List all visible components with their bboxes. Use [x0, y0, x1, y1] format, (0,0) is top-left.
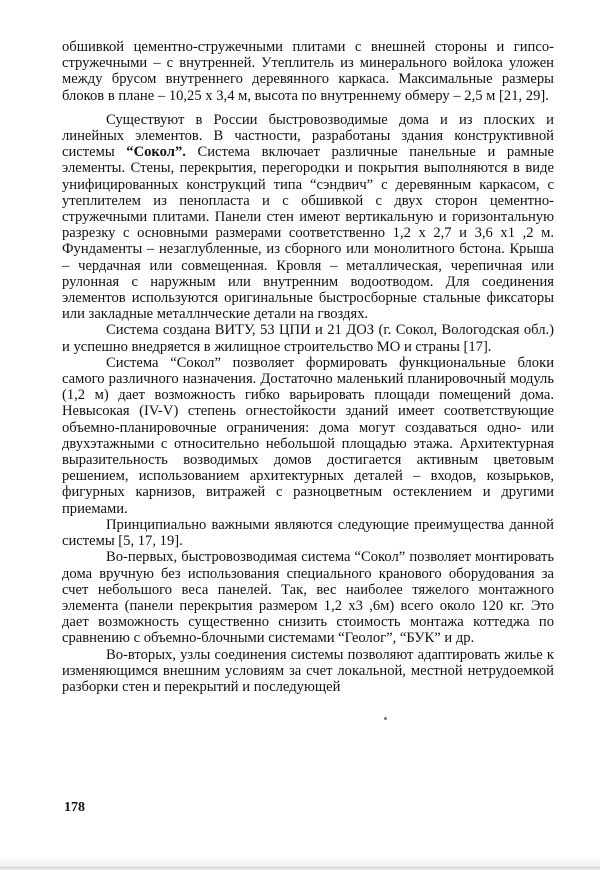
- paragraph-5: Принципиально важными являются следующие преимущества данной системы [5, 17, 19].: [62, 516, 554, 550]
- paragraph-6: Во-первых, быстровозводимая система “Сокол” позволяет монтировать дома вручную без использования специального кранового оборудования за счет небольшого веса панелей. Так, вес наиболее тяжелого монтажного элемента (панели перекрытия размером 1,2 х3 ,6м) всего около 120 кг. Это дает возможность существенно снизить стоимость монтажа коттеджа по сравнению с объемно-блочными системами “Геолог”, “БУК” и др.: [62, 549, 554, 647]
- paragraph-gap: [62, 104, 554, 112]
- body-text: [62, 39, 554, 695]
- paragraph-3: Система создана ВИТУ, 53 ЦПИ и 21 ДОЗ (г. Сокол, Вологодская обл.) и успешно внедряется в жилищное строительство МО и страны [17].: [62, 322, 554, 355]
- system-name-sokol: “Сокол”.: [126, 144, 186, 161]
- paragraph-2-text-before: Существуют в России быстровозводимые дома и из плоских и линейных элементов. В частности, разработаны здания конструктивной системы: [62, 111, 554, 161]
- paragraph-1: обшивкой цементно-стружечными плитами с внешней стороны и гипсо-стружечными – с внутренней. Утеплитель из минерального войлока уложен между брусом внутреннего деревянного каркаса. Максимальные размеры блоков в плане – 10,25 х 3,4 м, высота по внутреннему обмеру – 2,5 м [21, 29].: [62, 39, 554, 104]
- paragraph-2: [62, 112, 554, 323]
- paragraph-4: Система “Сокол” позволяет формировать функциональные блоки самого различного назначения. Достаточно маленький планировочный модуль (1,2 м) дает возможность гибко варьировать площади помещений дома. Невысокая (IV-V) степень огнестойкости зданий имеет соответствующие объемно-планировочные ограничения: дома могут создаваться одно- или двухэтажными с относительно небольшой площадью этажа. Архитектурная выразительность возводимых домов достигается активным цветовым решением, использованием архитектурных деталей – входов, козырьков, фигурных карнизов, витражей с разноцветным остеклением и другими приемами.: [62, 354, 554, 517]
- paragraph-7: Во-вторых, узлы соединения системы позволяют адаптировать жилье к изменяющимся внешним условиям за счет локальной, местной нетрудоемкой разборки стен и перекрытий и последующей: [62, 646, 554, 695]
- paragraph-2-text-after: Система включает различные панельные и рамные элементы. Стены, перекрытия, перегородки и покрытия выполняются в виде унифицированных конструкций типа “сэндвич” с деревянным каркасом, с утеплителем из пенопласта и с обшивкой с двух сторон цементно-стружечными плитами. Панели стен имеют вертикальную и горизонтальную разрезку с основными размерами соответственно 1,2 х 2,7 и 3,6 х1 ,2 м. Фундаменты – незаглубленные, из сборного или монолитного бстона. Крыша – чердачная или совмещенная. Кровля – металлическая, черепичная или рулонная с наружным или внутренним водоотводом. Для соединения элементов используются оригинальные быстросборные стальные фиксаторы или закладные металлнческие детали на гвоздях.: [62, 144, 554, 323]
- scan-speck: [384, 717, 387, 720]
- page-edge-line: [0, 867, 600, 868]
- page-number: 178: [64, 800, 85, 815]
- page-bottom-edge: [0, 857, 600, 870]
